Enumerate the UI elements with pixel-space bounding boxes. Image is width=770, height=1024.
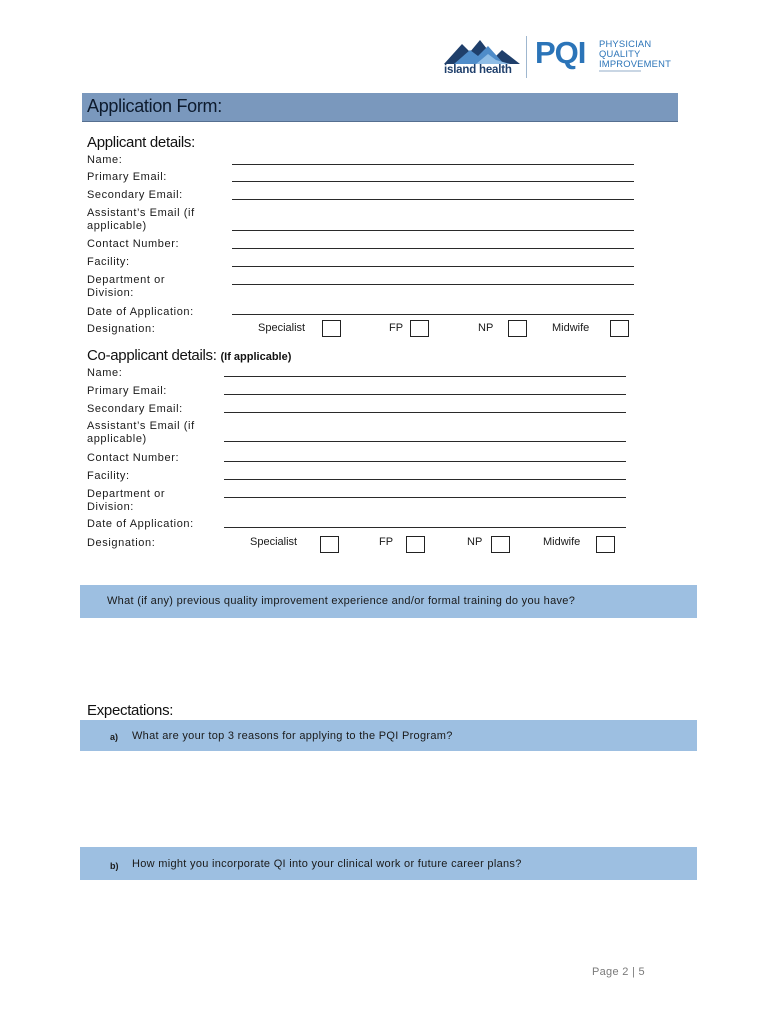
applicant-department-field[interactable] bbox=[232, 284, 634, 285]
label-line: Department or bbox=[87, 488, 166, 500]
coapplicant-secondary-email-field[interactable] bbox=[224, 412, 626, 413]
coapplicant-primary-email-label: Primary Email: bbox=[87, 385, 167, 397]
applicant-fp-checkbox[interactable] bbox=[410, 320, 429, 337]
coapplicant-date-label: Date of Application: bbox=[87, 518, 194, 530]
pqi-wordmark bbox=[599, 39, 671, 69]
applicant-contact-number-label: Contact Number: bbox=[87, 238, 180, 250]
coapplicant-date-field[interactable] bbox=[224, 527, 626, 528]
applicant-midwife-checkbox[interactable] bbox=[610, 320, 629, 337]
coapplicant-contact-number-field[interactable] bbox=[224, 461, 626, 462]
applicant-assistant-email-field[interactable] bbox=[232, 230, 634, 231]
logo-divider bbox=[526, 36, 527, 78]
previous-experience-question: What (if any) previous quality improvement experience and/or formal training do you have? bbox=[107, 595, 576, 607]
island-health-logo bbox=[444, 36, 520, 80]
label-line: Division: bbox=[87, 287, 134, 299]
question-a-letter: a) bbox=[110, 732, 119, 742]
coapplicant-heading bbox=[87, 347, 291, 364]
applicant-primary-email-label: Primary Email: bbox=[87, 171, 167, 183]
coapplicant-designation-label: Designation: bbox=[87, 537, 156, 549]
pqi-word-1: PHYSICIAN bbox=[599, 38, 652, 49]
page-number: Page 2 | 5 bbox=[592, 966, 645, 978]
expectations-question-a-band bbox=[80, 720, 697, 751]
applicant-assistant-email-label bbox=[87, 207, 195, 233]
applicant-facility-label: Facility: bbox=[87, 256, 130, 268]
applicant-np-checkbox[interactable] bbox=[508, 320, 527, 337]
form-title: Application Form: bbox=[87, 96, 222, 116]
coapplicant-name-label: Name: bbox=[87, 367, 123, 379]
question-a-text: What are your top 3 reasons for applying to the PQI Program? bbox=[132, 730, 453, 742]
org-name: island health bbox=[444, 64, 512, 76]
coapplicant-department-label bbox=[87, 488, 165, 514]
label-line: applicable) bbox=[87, 220, 147, 232]
label-line: Division: bbox=[87, 501, 134, 513]
applicant-np-label: NP bbox=[478, 322, 494, 334]
coapplicant-fp-label: FP bbox=[379, 536, 394, 548]
applicant-heading: Applicant details: bbox=[87, 134, 196, 151]
expectations-heading: Expectations: bbox=[87, 702, 174, 719]
mountain-icon bbox=[444, 36, 520, 66]
label-line: applicable) bbox=[87, 433, 147, 445]
coapplicant-contact-number-label: Contact Number: bbox=[87, 452, 180, 464]
applicant-designation-label: Designation: bbox=[87, 323, 156, 335]
applicant-date-field[interactable] bbox=[232, 314, 634, 315]
coapplicant-midwife-label: Midwife bbox=[543, 536, 581, 548]
coapplicant-specialist-label: Specialist bbox=[250, 536, 298, 548]
expectations-question-b-band bbox=[80, 847, 697, 880]
pqi-word-3: IMPROVEMENT bbox=[599, 58, 671, 69]
applicant-facility-field[interactable] bbox=[232, 266, 634, 267]
applicant-specialist-checkbox[interactable] bbox=[322, 320, 341, 337]
applicant-fp-label: FP bbox=[389, 322, 404, 334]
pqi-mark: PQI bbox=[535, 35, 586, 70]
coapplicant-specialist-checkbox[interactable] bbox=[320, 536, 339, 553]
applicant-primary-email-field[interactable] bbox=[232, 181, 634, 182]
form-title-band bbox=[82, 93, 678, 122]
label-line: Department or bbox=[87, 274, 166, 286]
applicant-contact-number-field[interactable] bbox=[232, 248, 634, 249]
question-b-answer-area[interactable] bbox=[80, 882, 697, 958]
coapplicant-secondary-email-label: Secondary Email: bbox=[87, 403, 183, 415]
coapplicant-assistant-email-label bbox=[87, 420, 195, 446]
label-line: Assistant’s Email (if bbox=[87, 207, 195, 219]
coapplicant-facility-label: Facility: bbox=[87, 470, 130, 482]
previous-experience-answer-area[interactable] bbox=[80, 620, 697, 700]
coapplicant-assistant-email-field[interactable] bbox=[224, 441, 626, 442]
applicant-name-label: Name: bbox=[87, 154, 123, 166]
question-b-letter: b) bbox=[110, 861, 119, 871]
applicant-specialist-label: Specialist bbox=[258, 322, 306, 334]
coapplicant-heading-text: Co-applicant details: bbox=[87, 347, 217, 364]
applicant-secondary-email-label: Secondary Email: bbox=[87, 189, 183, 201]
coapplicant-np-checkbox[interactable] bbox=[491, 536, 510, 553]
coapplicant-heading-note: (If applicable) bbox=[220, 351, 292, 363]
applicant-date-label: Date of Application: bbox=[87, 306, 194, 318]
label-line: Assistant’s Email (if bbox=[87, 420, 195, 432]
applicant-department-label bbox=[87, 274, 165, 300]
coapplicant-department-field[interactable] bbox=[224, 497, 626, 498]
coapplicant-fp-checkbox[interactable] bbox=[406, 536, 425, 553]
coapplicant-np-label: NP bbox=[467, 536, 483, 548]
coapplicant-primary-email-field[interactable] bbox=[224, 394, 626, 395]
coapplicant-facility-field[interactable] bbox=[224, 479, 626, 480]
applicant-name-field[interactable] bbox=[232, 164, 634, 165]
coapplicant-name-field[interactable] bbox=[224, 376, 626, 377]
pqi-word-2: QUALITY bbox=[599, 48, 641, 59]
question-a-answer-area[interactable] bbox=[80, 753, 697, 845]
previous-experience-band bbox=[80, 585, 697, 618]
pqi-tagline-mark bbox=[599, 70, 641, 72]
applicant-secondary-email-field[interactable] bbox=[232, 199, 634, 200]
question-b-text: How might you incorporate QI into your clinical work or future career plans? bbox=[132, 858, 522, 870]
applicant-midwife-label: Midwife bbox=[552, 322, 590, 334]
coapplicant-midwife-checkbox[interactable] bbox=[596, 536, 615, 553]
